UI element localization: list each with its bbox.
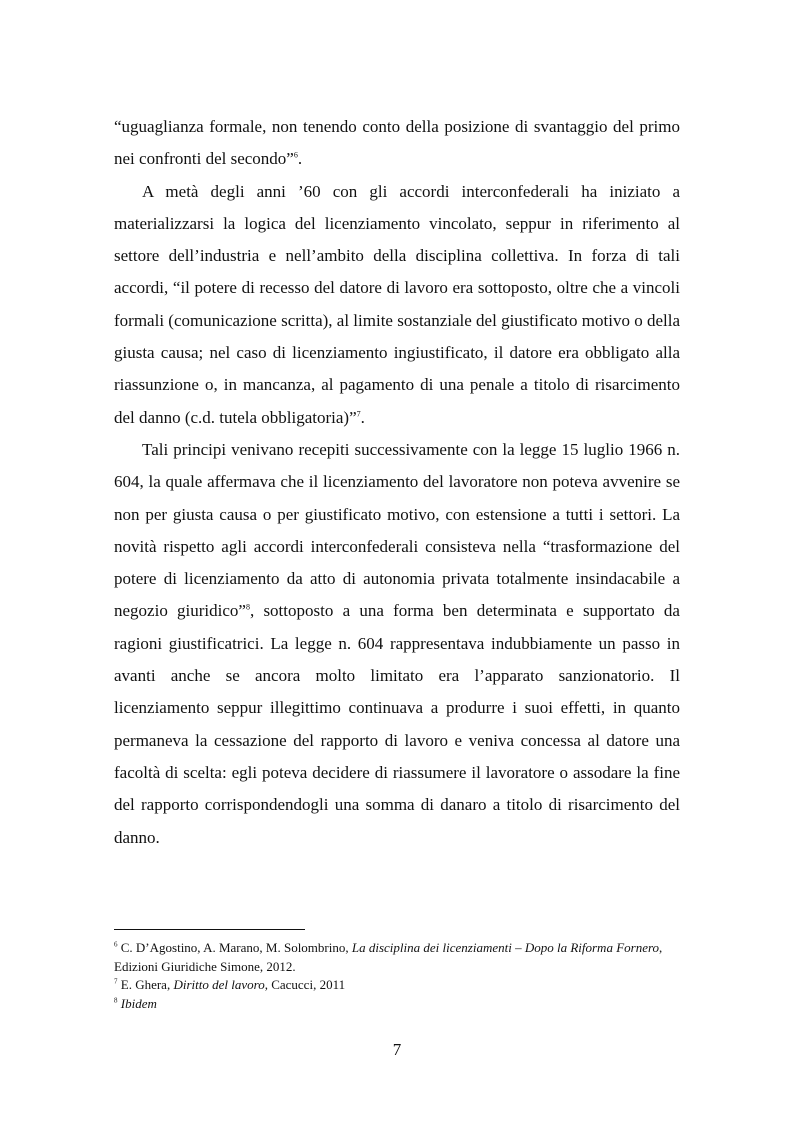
paragraph-2-text: A metà degli anni ’60 con gli accordi interconfederali ha iniziato a materializzarsi la logica del licenziamento vincolato, seppur in riferimento al settore dell’industria e nell’ambito della disciplina collettiva. In forza di tali accordi, “il potere di recesso del datore di lavoro era sottoposto, oltre che a vincoli formali (comunicazione scritta), al limite sostanziale del giustificato motivo o della giusta causa; nel caso di licenziamento ingiustificato, il datore era obbligato alla riassunzione o, in mancanza, al pagamento di una penale a titolo di risarcimento del danno (c.d. tutela obbligatoria)” (114, 181, 681, 427)
footnote-ref-8: 8 (245, 602, 250, 612)
body-text (114, 111, 680, 854)
footnote-7-rest: , Cacucci, 2011 (264, 977, 346, 992)
footnote-6-number: 6 (114, 940, 118, 949)
footnote-8-number: 8 (114, 996, 118, 1005)
paragraph-2 (114, 176, 680, 434)
paragraph-3-text-b: , sottoposto a una forma ben determinata e supportato da ragioni giustificatrici. La legge n. 604 rappresentava indubbiamente un passo in avanti anche se ancora molto limitato era l’apparato sanzionatorio. Il licenziamento seppur illegittimo continuava a produrre i suoi effetti, in quanto permaneva la cessazione del rapporto di lavoro e veniva concessa al datore una facoltà di scelta: egli poteva decidere di riassumere il lavoratore o assodare la fine del rapporto corrispondendogli una somma di danaro a titolo di risarcimento del danno. (114, 601, 680, 847)
footnote-6-title: La disciplina dei licenziamenti – Dopo la Riforma Fornero (351, 940, 660, 955)
footnote-6-authors: C. D’Agostino, A. Marano, M. Solombrino, (120, 940, 352, 955)
footnote-7-authors: E. Ghera, (120, 977, 174, 992)
footnote-7-number: 7 (114, 977, 118, 986)
footnote-separator (114, 929, 305, 930)
footnote-6-rest: , Edizioni Giuridiche Simone, 2012. (114, 940, 663, 974)
paragraph-3-text-a: Tali principi venivano recepiti successivamente con la legge 15 luglio 1966 n. 604, la quale affermava che il licenziamento del lavoratore non poteva avvenire se non per giusta causa o per giustificato motivo, con estensione a tutti i settori. La novità rispetto agli accordi interconfederali consisteva nella “trasformazione del potere di licenziamento da atto di autonomia privata totalmente insindacabile a negozio giuridico” (114, 439, 680, 621)
footnote-8-title: Ibidem (120, 995, 157, 1011)
paragraph-1-text: “uguaglianza formale, non tenendo conto della posizione di svantaggio del primo nei confronti del secondo” (114, 117, 680, 169)
paragraph-1 (114, 111, 680, 176)
footnote-ref-6: 6 (293, 150, 298, 160)
paragraph-1-tail: . (297, 149, 303, 169)
paragraph-3 (114, 434, 680, 854)
footnote-ref-7: 7 (356, 409, 361, 419)
footnote-7 (114, 976, 684, 995)
footnote-8 (114, 995, 684, 1014)
footnotes (114, 939, 684, 1013)
footnote-6 (114, 939, 684, 976)
footnote-7-title: Diritto del lavoro (173, 977, 265, 992)
page-number: 7 (392, 1040, 402, 1059)
paragraph-2-tail: . (360, 407, 365, 427)
